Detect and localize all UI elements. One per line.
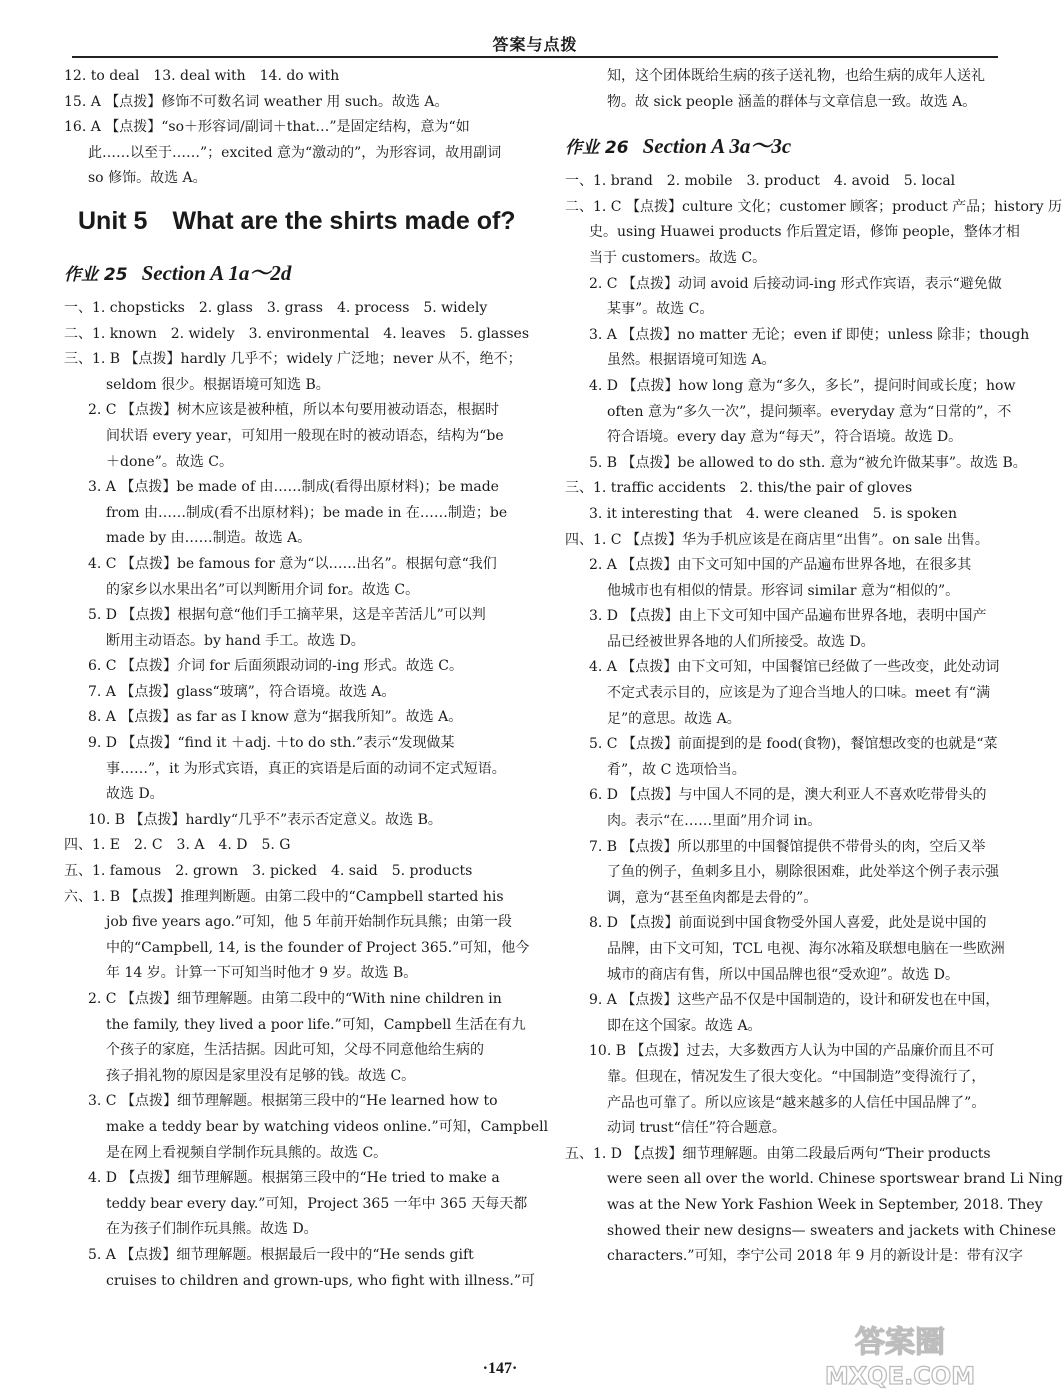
answer-line: 此……以至于……”；excited 意为“激动的”，为形容词，故用副词 (88, 144, 502, 161)
answer-line: 一、1. chopsticks 2. glass 3. grass 4. process 5. widely (64, 299, 488, 316)
answer-line: 六、1. B 【点拨】推理判断题。由第二段中的“Campbell started his (64, 888, 504, 905)
answer-line: 4. D 【点拨】细节理解题。根据第三段中的“He tried to make a (88, 1170, 500, 1187)
answer-line: 三、1. traffic accidents 2. this/the pair of gloves (565, 480, 913, 497)
header-rule (72, 56, 998, 58)
answer-line: 6. C 【点拨】介词 for 后面须跟动词的-ing 形式。故选 C。 (88, 658, 463, 675)
answer-line: 4. D 【点拨】how long 意为“多久，多长”，提问时间或长度；how (589, 377, 1016, 394)
right-column (565, 64, 1063, 1270)
answer-line: 是在网上看视频自学制作玩具熊的。故选 C。 (106, 1144, 388, 1161)
answer-line: 断用主动语态。by hand 手工。故选 D。 (106, 632, 365, 649)
answer-line: the family, they lived a poor life.”可知，Campbell 生活在有九 (106, 1016, 526, 1033)
answer-line: 5. D 【点拨】根据句意“他们手工摘苹果，这是辛苦活儿”可以判 (88, 607, 486, 624)
answer-line: 五、1. famous 2. grown 3. picked 4. said 5. products (64, 863, 473, 880)
answer-line: 符合语境。every day 意为“每天”，符合语境。故选 D。 (607, 429, 963, 446)
homework-section: Section A 1a～2d (141, 260, 292, 285)
answer-line: 知，这个团体既给生病的孩子送礼物，也给生病的成年人送礼 (607, 68, 985, 84)
answer-line: 了鱼的例子，鱼刺多且小，剔除很困难，此处举这个例子表示强 (607, 864, 999, 881)
answer-line: 一、1. brand 2. mobile 3. product 4. avoid 5. local (565, 173, 956, 190)
answer-line: 事……”，it 为形式宾语，真正的宾语是后面的动词不定式短语。 (106, 760, 506, 777)
answer-line: 2. A 【点拨】由下文可知中国的产品遍布世界各地，在很多其 (589, 557, 972, 574)
answer-line: 三、1. B 【点拨】hardly 几乎不；widely 广泛地；never 从不，绝不； (64, 351, 522, 368)
answer-line: 年 14 岁。计算一下可知当时他才 9 岁。故选 B。 (106, 965, 418, 982)
answer-line: 7. A 【点拨】glass“玻璃”，符合语境。故选 A。 (88, 683, 396, 700)
answer-line: 故选 D。 (106, 786, 164, 803)
answer-line: 间状语 every year，可知用一般现在时的被动语态，结构为“be (106, 427, 504, 444)
answer-line: 当于 customers。故选 C。 (589, 249, 767, 266)
answer-line: 肉。表示“在……里面”用介词 in。 (607, 813, 822, 830)
homework-section: Section A 3a～3c (642, 134, 792, 159)
answer-line: 8. A 【点拨】as far as I know 意为“据我所知”。故选 A。 (88, 709, 463, 726)
answer-line: 四、1. E 2. C 3. A 4. D 5. G (64, 837, 291, 854)
answer-line: 二、1. C 【点拨】culture 文化；customer 顾客；product 产品；history 历 (565, 198, 1062, 215)
answer-line: 的家乡以水果出名”可以判断用介词 for。故选 C。 (106, 581, 420, 598)
answer-line: 3. it interesting that 4. were cleaned 5. is spoken (589, 505, 958, 522)
answer-line: 6. D 【点拨】与中国人不同的是，澳大利亚人不喜欢吃带骨头的 (589, 787, 987, 804)
answer-line: 8. D 【点拨】前面说到中国食物受外国人喜爱，此处是说中国的 (589, 915, 987, 932)
answer-line: 16. A 【点拨】“so＋形容词/副词＋that…”是固定结构，意为“如 (64, 119, 470, 136)
answer-line: often 意为“多久一次”，提问频率。everyday 意为“日常的”，不 (607, 403, 1012, 420)
answer-line: 品牌，由下文可知，TCL 电视、海尔冰箱及联想电脑在一些欧洲 (607, 941, 1005, 957)
answer-line: 9. D 【点拨】“find it ＋adj. ＋to do sth.”表示“发现做某 (88, 735, 455, 752)
answer-line: 调，意为“甚至鱼肉都是去骨的”。 (607, 889, 818, 906)
answer-line: was at the New York Fashion Week in September, 2018. They (607, 1196, 1043, 1213)
answer-line: 7. B 【点拨】所以那里的中国餐馆提供不带骨头的肉，空后又举 (589, 838, 986, 855)
answer-line: 4. C 【点拨】be famous for 意为“以……出名”。根据句意“我们 (88, 555, 497, 572)
answer-line: characters.”可知，李宁公司 2018 年 9 月的新设计是：带有汉字 (607, 1248, 1023, 1265)
homework-label: 作业 25 (64, 264, 128, 285)
answer-line: were seen all over the world. Chinese sportswear brand Li Ning (607, 1171, 1063, 1188)
answer-line: 3. C 【点拨】细节理解题。根据第三段中的“He learned how to (88, 1093, 498, 1110)
unit-title: Unit 5 What are the shirts made of? (78, 206, 516, 235)
answer-line: 5. C 【点拨】前面提到的是 food(食物)，餐馆想改变的也就是“菜 (589, 736, 998, 753)
answer-line: 10. B 【点拨】过去，大多数西方人认为中国的产品廉价而且不可 (589, 1043, 995, 1060)
answer-line: 中的“Campbell, 14, is the founder of Project 365.”可知，他今 (106, 939, 530, 956)
answer-line: 靠。但现在，情况发生了很大变化。“中国制造”变得流行了， (607, 1068, 986, 1085)
answer-line: showed their new designs— sweaters and jackets with Chinese (607, 1222, 1057, 1239)
watermark-logo (810, 1318, 990, 1390)
answer-line: 个孩子的家庭，生活拮据。因此可知，父母不同意他给生病的 (106, 1042, 484, 1059)
homework-label: 作业 26 (565, 138, 629, 159)
answer-line: 产品也可靠了。所以应该是“越来越多的人信任中国品牌了”。 (607, 1094, 986, 1111)
answer-line: 动词 trust“信任”符合题意。 (607, 1120, 786, 1137)
answer-line: 10. B 【点拨】hardly“几乎不”表示否定意义。故选 B。 (88, 811, 442, 828)
answer-line: 2. C 【点拨】动词 avoid 后接动词-ing 形式作宾语，表示“避免做 (589, 275, 1002, 292)
answer-line: 在为孩子们制作玩具熊。故选 D。 (106, 1221, 318, 1238)
answer-line: 某事”。故选 C。 (607, 301, 714, 318)
answer-line: 3. A 【点拨】be made of 由……制成(看得出原材料)；be made (88, 479, 499, 496)
answer-line: 5. B 【点拨】be allowed to do sth. 意为“被允许做某事”。故选 B。 (589, 454, 1027, 471)
answer-line: 五、1. D 【点拨】细节理解题。由第二段最后两句“Their products (565, 1145, 991, 1162)
answer-line: ＋done”。故选 C。 (106, 453, 234, 470)
page-header (72, 28, 998, 58)
answer-line: 15. A 【点拨】修饰不可数名词 weather 用 such。故选 A。 (64, 93, 449, 110)
page-number: ·147· (482, 1360, 518, 1377)
answer-line: so 修饰。故选 A。 (88, 170, 207, 187)
answer-line: 2. C 【点拨】细节理解题。由第二段中的“With nine children in (88, 991, 502, 1007)
answer-line: teddy bear every day.”可知，Project 365 一年中 365 天每天都 (106, 1195, 528, 1212)
answer-line: seldom 很少。根据语境可知选 B。 (106, 376, 330, 393)
answer-line: 品已经被世界各地的人们所接受。故选 D。 (607, 633, 875, 650)
answer-line: make a teddy bear by watching videos online.”可知，Campbell (106, 1118, 549, 1135)
answer-line: 3. A 【点拨】no matter 无论；even if 即使；unless 除非；though (589, 326, 1030, 343)
answer-line: 城市的商店有售，所以中国品牌也很“受欢迎”。故选 D。 (607, 966, 959, 983)
answer-line: 四、1. C 【点拨】华为手机应该是在商店里“出售”。on sale 出售。 (565, 531, 989, 548)
answer-line: 虽然。根据语境可知选 A。 (607, 352, 776, 369)
answer-line: 3. D 【点拨】由上下文可知中国产品遍布世界各地，表明中国产 (589, 608, 987, 625)
header-title: 答案与点拨 (492, 35, 578, 54)
watermark-text-zh: 答案圈 (855, 1325, 945, 1360)
answer-line: 孩子捐礼物的原因是家里没有足够的钱。故选 C。 (106, 1067, 416, 1084)
watermark-text-en: MXQE.COM (824, 1362, 976, 1390)
answer-line: from 由……制成(看不出原材料)；be made in 在……制造；be (106, 504, 508, 521)
answer-line: 肴”，故 C 选项恰当。 (607, 761, 746, 778)
answer-line: 12. to deal 13. deal with 14. do with (64, 68, 340, 84)
answer-line: 2. C 【点拨】树木应该是被种植，所以本句要用被动语态，根据时 (88, 402, 499, 419)
answer-line: 他城市也有相似的情景。形容词 similar 意为“相似的”。 (607, 582, 960, 599)
answer-line: 二、1. known 2. widely 3. environmental 4. leaves 5. glasses (64, 325, 530, 342)
answer-line: 5. A 【点拨】细节理解题。根据最后一段中的“He sends gift (88, 1246, 474, 1263)
answer-line: cruises to children and grown-ups, who fight with illness.”可 (106, 1272, 536, 1289)
answer-line: job five years ago.”可知，他 5 年前开始制作玩具熊；由第一段 (106, 914, 512, 931)
answer-line: 即在这个国家。故选 A。 (607, 1017, 762, 1034)
answer-line: 9. A 【点拨】这些产品不仅是中国制造的，设计和研发也在中国， (589, 992, 1000, 1009)
answer-line: 足”的意思。故选 A。 (607, 710, 741, 727)
answer-line: 4. A 【点拨】由下文可知，中国餐馆已经做了一些改变，此处动词 (589, 659, 1000, 676)
answer-line: 不定式表示目的，应该是为了迎合当地人的口味。meet 有“满 (607, 685, 991, 702)
left-column (64, 64, 549, 1294)
answer-line: made by 由……制造。故选 A。 (106, 530, 312, 547)
homework-title (64, 250, 512, 296)
answer-line: 物。故 sick people 涵盖的群体与文章信息一致。故选 A。 (607, 93, 977, 110)
homework-title (565, 123, 989, 169)
answer-line: 史。using Huawei products 作后置定语，修饰 people，整体才相 (589, 224, 1020, 241)
